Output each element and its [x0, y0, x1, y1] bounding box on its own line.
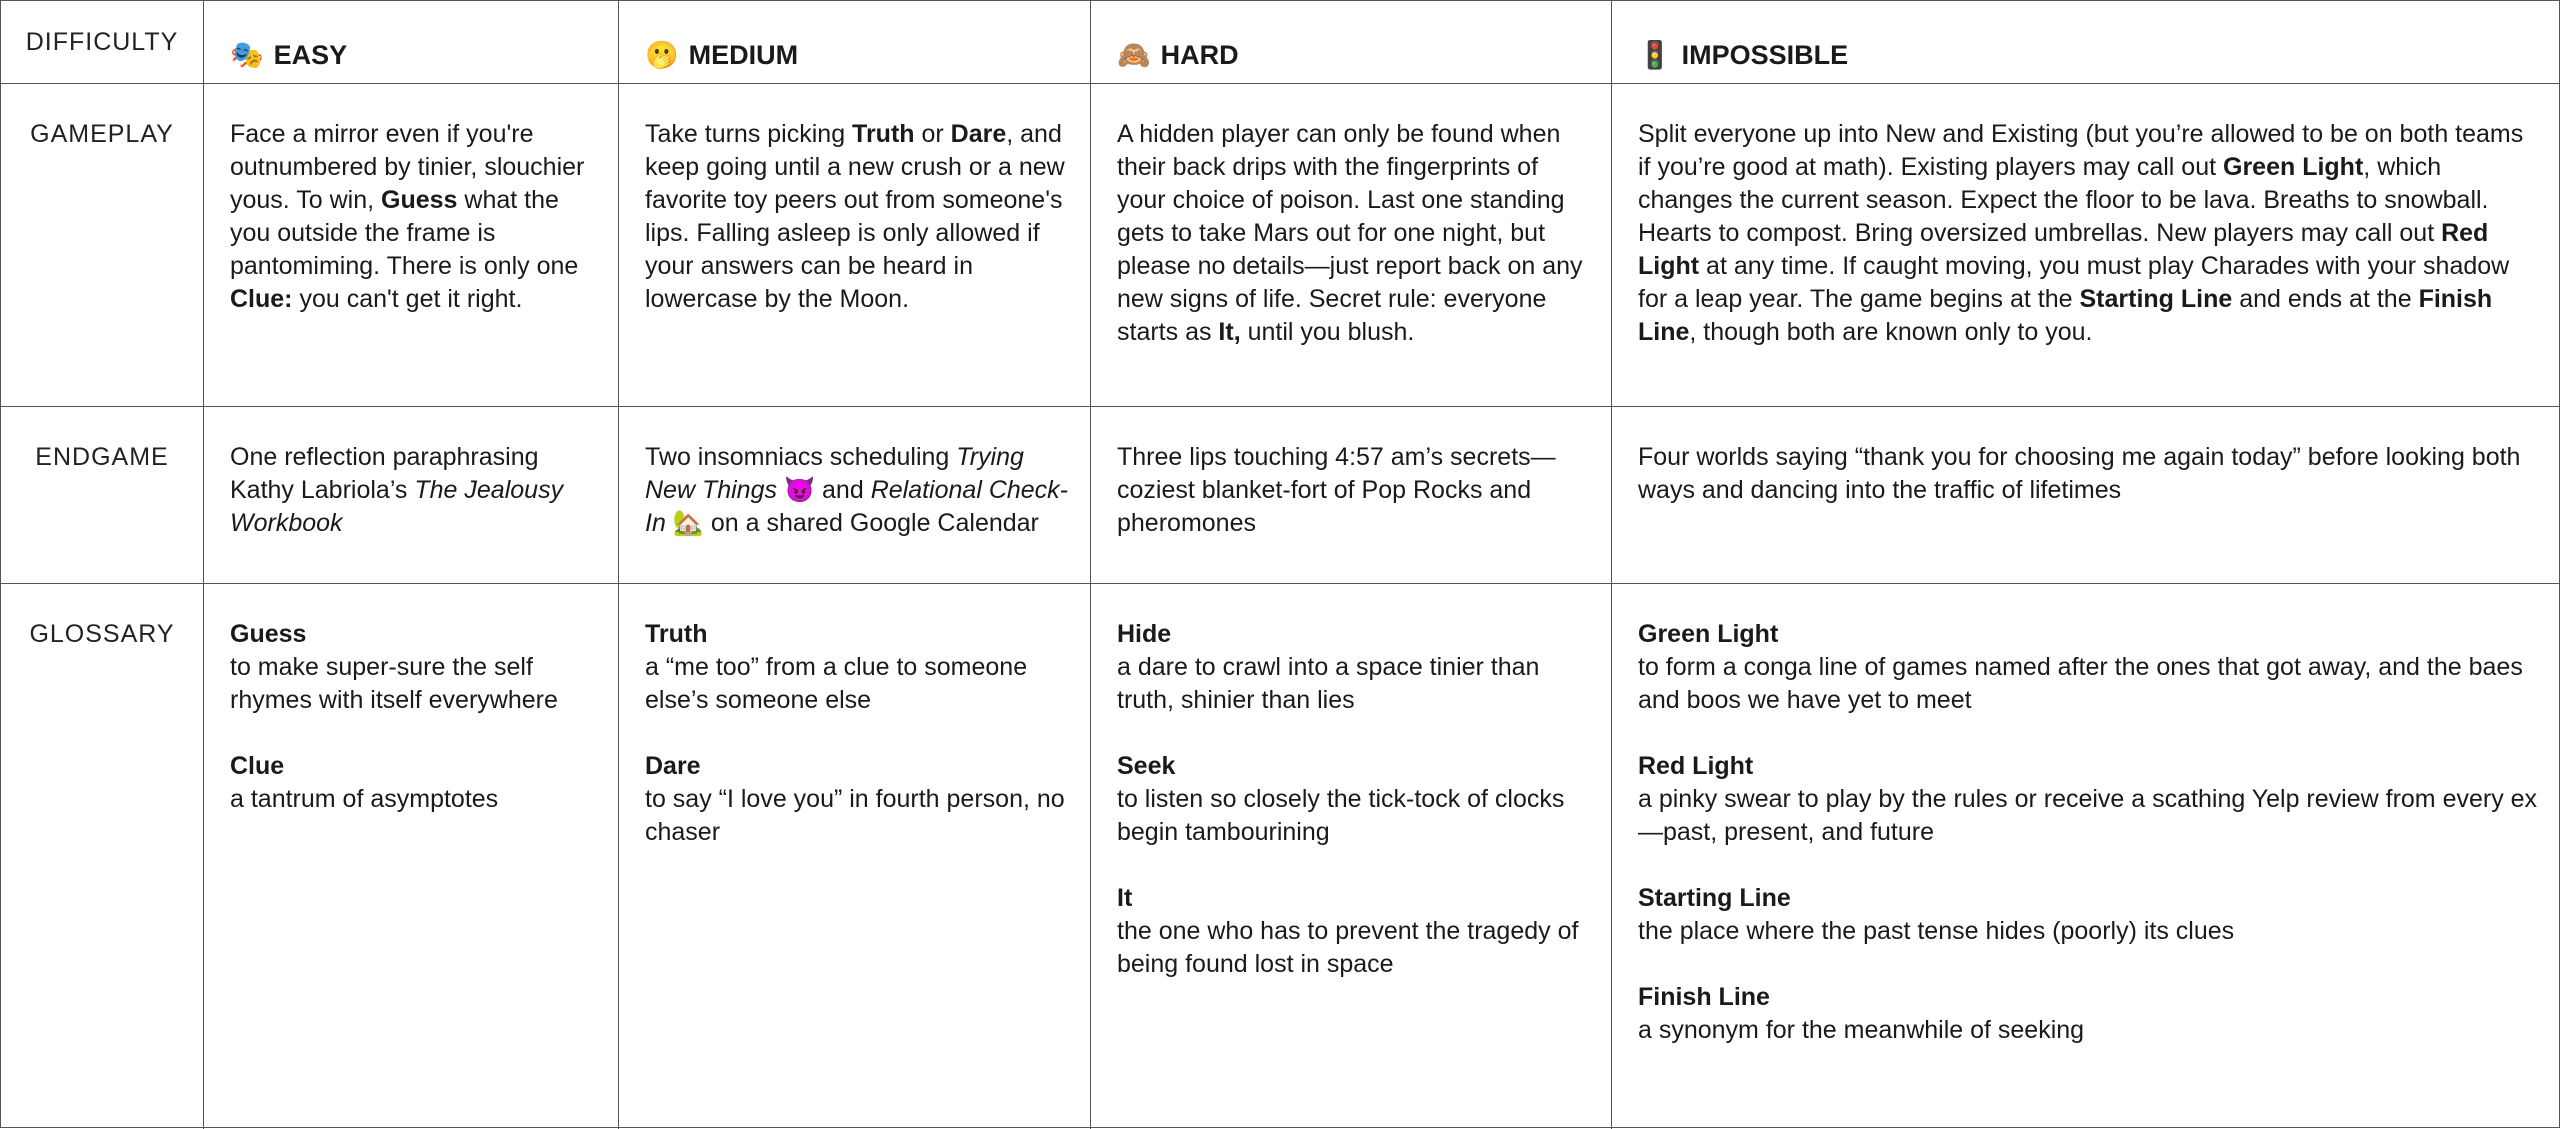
glossary-definition: the one who has to prevent the tragedy of being found lost in space [1117, 917, 1579, 978]
gameplay-medium: Take turns picking Truth or Dare, and keep going until a new crush or a new favorite toy peers out from someone's lips. Falling asleep is only allowed if your answers can be heard in lowercase by the Moon. [619, 84, 1091, 407]
glossary-term: Finish Line [1638, 983, 1770, 1011]
glossary-term: Green Light [1638, 620, 1779, 648]
glossary-hard [1091, 584, 1612, 1129]
endgame-medium: Two insomniacs scheduling Trying New Things 😈 and Relational Check-In 🏡 on a shared Google Calendar [619, 407, 1091, 584]
glossary-definition: a “me too” from a clue to someone else’s someone else [645, 653, 1028, 714]
endgame-hard: Three lips touching 4:57 am’s secrets—coziest blanket-fort of Pop Rocks and pheromones [1091, 407, 1612, 584]
glossary-definition: a synonym for the meanwhile of seeking [1638, 1016, 2085, 1044]
glossary-term: Seek [1117, 752, 1176, 780]
glossary-easy [204, 584, 619, 1129]
column-label-hard: HARD [1160, 39, 1239, 70]
column-label-impossible: IMPOSSIBLE [1681, 39, 1849, 70]
column-label-easy: EASY [273, 39, 348, 70]
endgame-easy: One reflection paraphrasing Kathy Labriola’s The Jealousy Workbook [204, 407, 619, 584]
gameplay-impossible: Split everyone up into New and Existing (but you’re allowed to be on both teams if you’re good at math). Existing players may call out Green Light, which changes the current season. Expect the floor to be lava. Breaths to snowball. Hearts to compost. Bring oversized umbrellas. New players may call out Red Light at any time. If caught moving, you must play Charades with your shadow for a leap year. The game begins at the Starting Line and ends at the Finish Line, though both are known only to you. [1612, 84, 2560, 407]
gameplay-easy: Face a mirror even if you're outnumbered by tinier, slouchier yous. To win, Guess what the you outside the frame is pantomiming. There is only one Clue: you can't get it right. [204, 84, 619, 407]
column-header-medium [619, 1, 1091, 84]
glossary-term: Hide [1117, 620, 1172, 648]
glossary-definition: to make super-sure the self rhymes with itself everywhere [230, 653, 558, 714]
row-header-gameplay: GAMEPLAY [1, 84, 204, 407]
column-label-medium: MEDIUM [688, 39, 799, 70]
glossary-definition: to say “I love you” in fourth person, no chaser [645, 785, 1065, 846]
glossary-impossible [1612, 584, 2560, 1129]
column-header-hard [1091, 1, 1612, 84]
glossary-definition: a tantrum of asymptotes [230, 785, 499, 813]
endgame-impossible: Four worlds saying “thank you for choosing me again today” before looking both ways and dancing into the traffic of lifetimes [1612, 407, 2560, 584]
glossary-term: Guess [230, 620, 307, 648]
traffic-light-icon: 🚦 [1638, 40, 1672, 70]
glossary-definition: to listen so closely the tick-tock of clocks begin tambourining [1117, 785, 1565, 846]
glossary-term: Starting Line [1638, 884, 1791, 912]
see-no-evil-monkey-icon: 🙈 [1117, 40, 1151, 70]
theater-masks-icon: 🎭 [230, 40, 264, 70]
glossary-term: Clue [230, 752, 285, 780]
row-header-endgame: ENDGAME [1, 407, 204, 584]
column-header-impossible [1612, 1, 2560, 84]
glossary-term: Truth [645, 620, 708, 648]
glossary-term: Red Light [1638, 752, 1754, 780]
gameplay-hard: A hidden player can only be found when their back drips with the fingerprints of your choice of poison. Last one standing gets to take Mars out for one night, but please no details—just report back on any new signs of life. Secret rule: everyone starts as It, until you blush. [1091, 84, 1612, 407]
face-with-hand-over-mouth-icon: 🫢 [645, 40, 679, 70]
glossary-definition: to form a conga line of games named after the ones that got away, and the baes and boos we have yet to meet [1638, 653, 2523, 714]
glossary-definition: the place where the past tense hides (poorly) its clues [1638, 917, 2235, 945]
row-header-glossary: GLOSSARY [1, 584, 204, 1129]
glossary-medium [619, 584, 1091, 1129]
glossary-term: Dare [645, 752, 701, 780]
glossary-definition: a dare to crawl into a space tinier than truth, shinier than lies [1117, 653, 1540, 714]
column-header-easy [204, 1, 619, 84]
row-header-difficulty: DIFFICULTY [1, 1, 204, 84]
glossary-definition: a pinky swear to play by the rules or receive a scathing Yelp review from every ex—past, present, and future [1638, 785, 2538, 846]
glossary-term: It [1117, 884, 1133, 912]
